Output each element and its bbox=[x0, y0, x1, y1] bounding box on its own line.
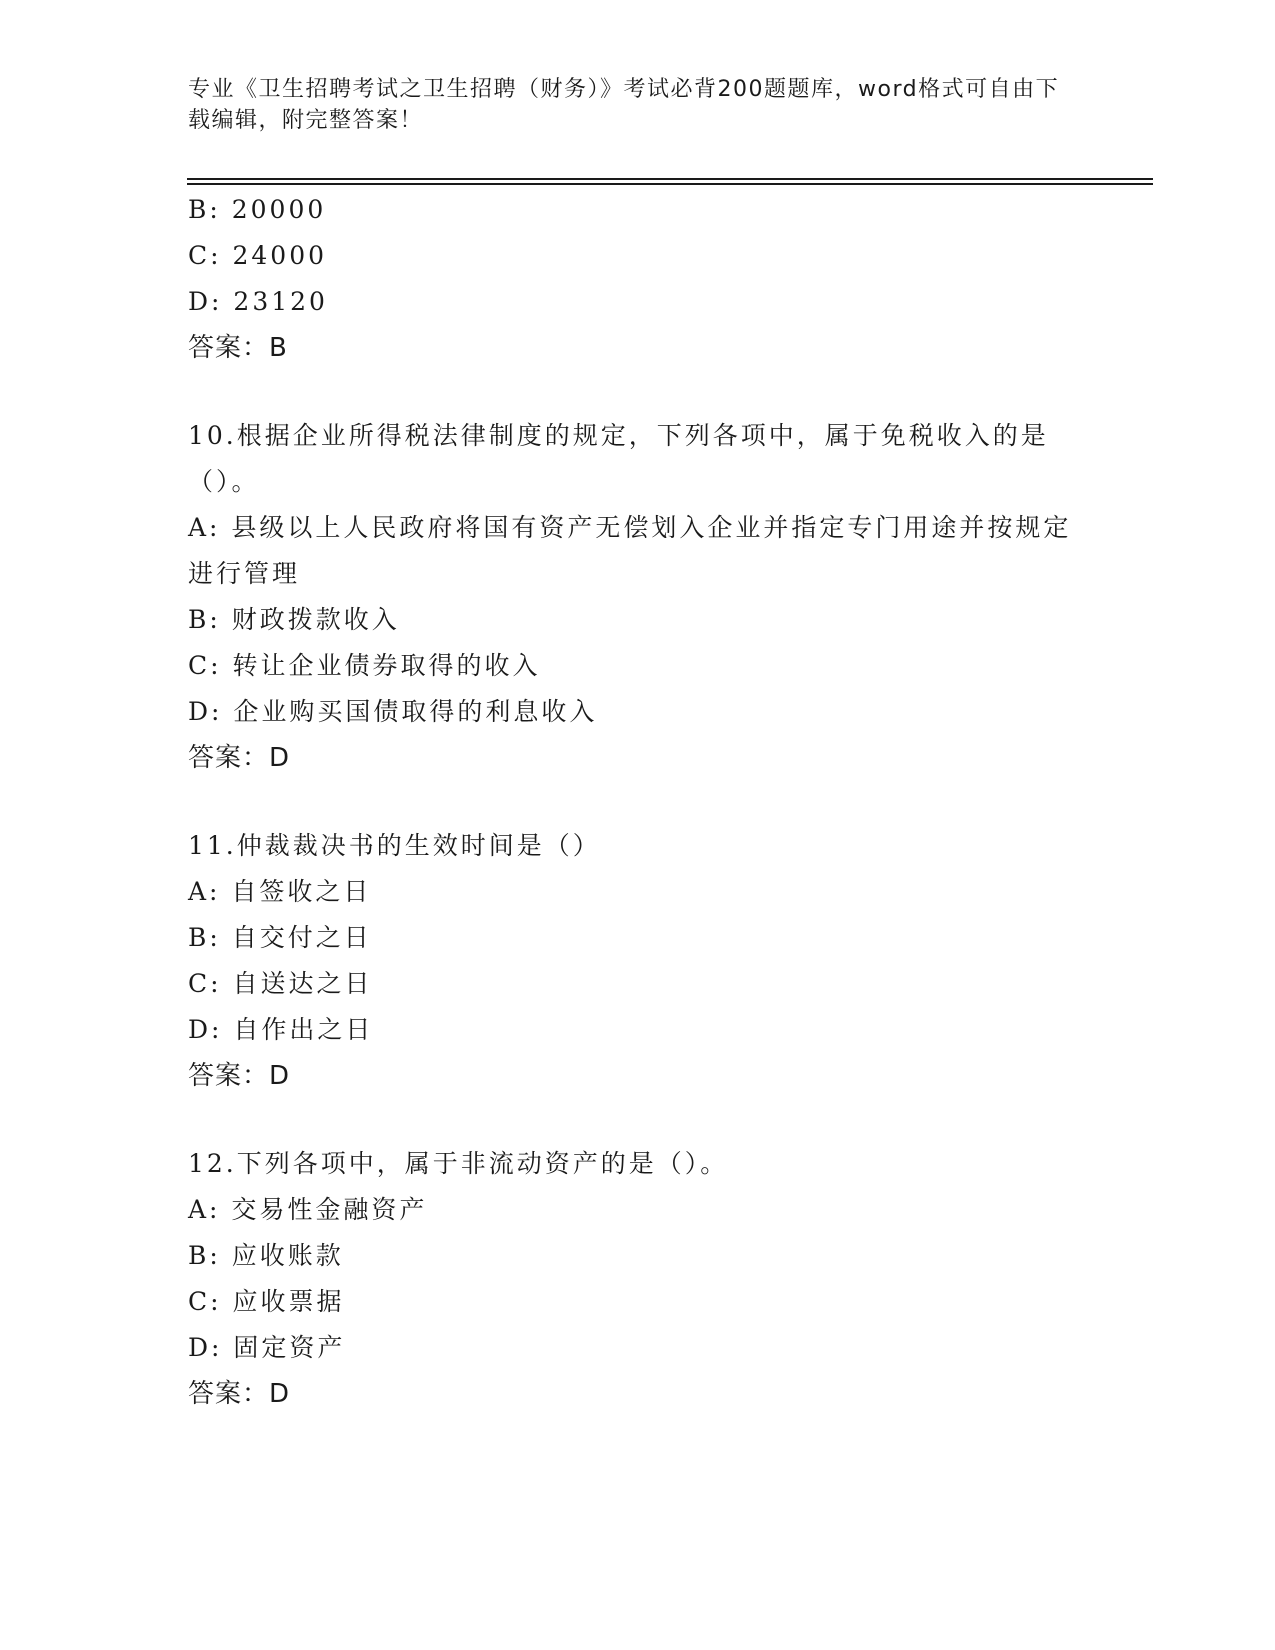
option-b: B: 自交付之日 bbox=[188, 923, 372, 952]
answer-line: 答案：B bbox=[188, 333, 288, 363]
option-c: C: 转让企业债券取得的收入 bbox=[188, 651, 541, 680]
option-b: B: 20000 bbox=[188, 195, 327, 224]
question-stem: 12.下列各项中，属于非流动资产的是（）。 bbox=[188, 1149, 729, 1178]
question-stem: 10.根据企业所得税法律制度的规定，下列各项中，属于免税收入的是（）。 bbox=[188, 421, 1049, 496]
option-c: C: 24000 bbox=[188, 241, 328, 270]
document-body bbox=[188, 187, 1088, 1417]
question-stem: 11.仲裁裁决书的生效时间是（） bbox=[188, 831, 601, 860]
question-10 bbox=[188, 413, 1088, 781]
answer-line: 答案：D bbox=[188, 1379, 291, 1409]
document-header: 专业《卫生招聘考试之卫生招聘（财务）》考试必背200题题库，word格式可自由下载编辑，附完整答案！ bbox=[188, 77, 1060, 133]
answer-line: 答案：D bbox=[188, 743, 291, 773]
option-d: D: 自作出之日 bbox=[188, 1015, 374, 1044]
option-c: C: 自送达之日 bbox=[188, 969, 373, 998]
question-9-continued bbox=[188, 187, 1088, 371]
option-d: D: 23120 bbox=[188, 287, 328, 316]
option-a: A: 交易性金融资产 bbox=[188, 1195, 428, 1224]
answer-line: 答案：D bbox=[188, 1061, 291, 1091]
option-d: D: 企业购买国债取得的利息收入 bbox=[188, 697, 598, 726]
question-11 bbox=[188, 823, 1088, 1099]
option-b: B: 财政拨款收入 bbox=[188, 605, 400, 634]
option-a: A: 县级以上人民政府将国有资产无偿划入企业并指定专门用途并按规定进行管理 bbox=[188, 513, 1072, 588]
header-divider-bottom bbox=[187, 183, 1153, 185]
question-12 bbox=[188, 1141, 1088, 1417]
option-d: D: 固定资产 bbox=[188, 1333, 346, 1362]
option-b: B: 应收账款 bbox=[188, 1241, 344, 1270]
header-divider-top bbox=[187, 178, 1153, 180]
option-c: C: 应收票据 bbox=[188, 1287, 345, 1316]
option-a: A: 自签收之日 bbox=[188, 877, 372, 906]
